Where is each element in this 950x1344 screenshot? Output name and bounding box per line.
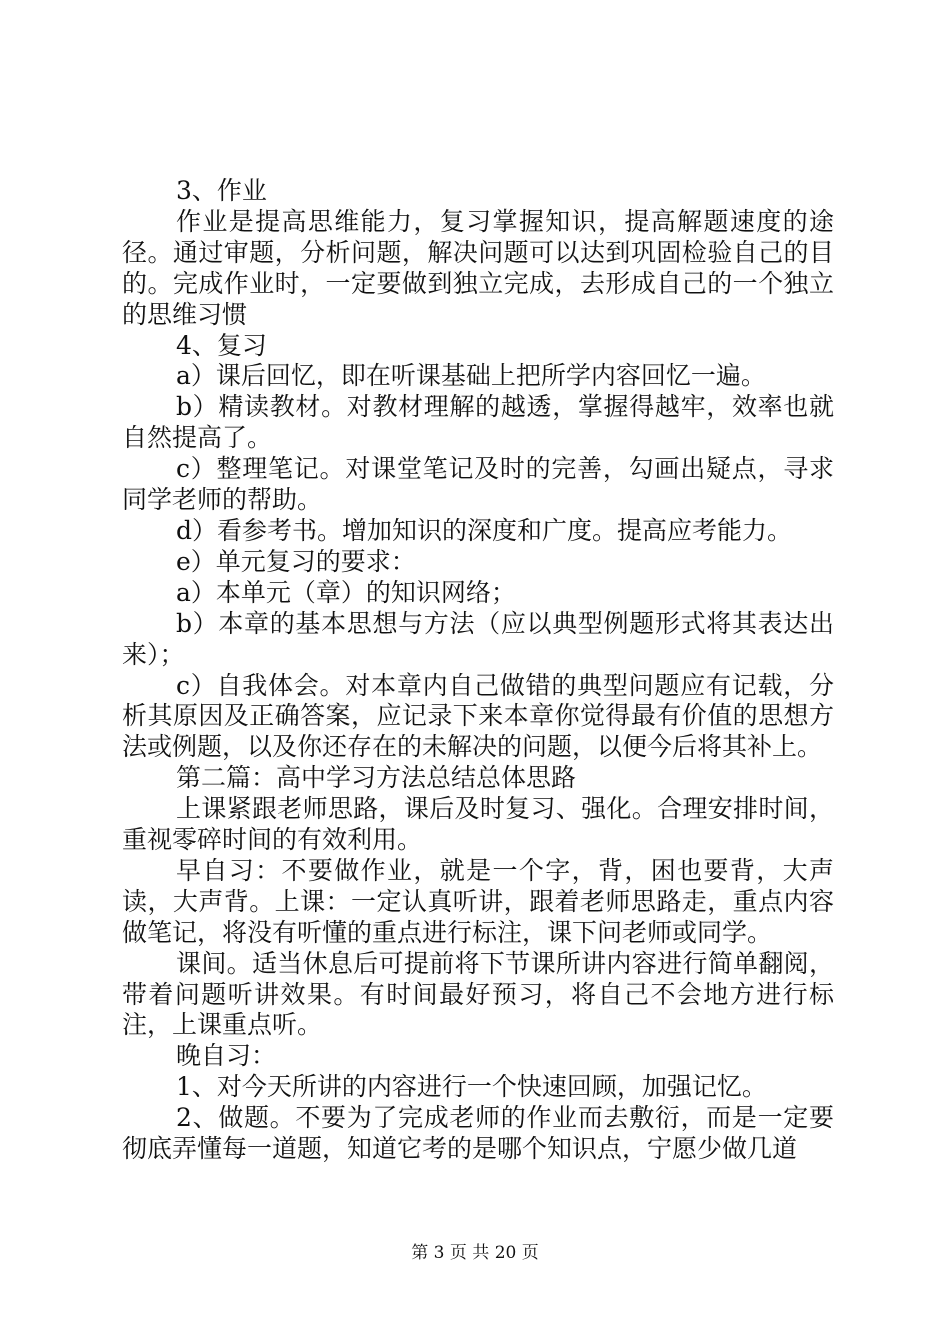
list-item-unit-b: b）本章的基本思想与方法（应以典型例题形式将其表达出来）；: [122, 608, 834, 669]
list-item-review-e: e）单元复习的要求：: [176, 546, 416, 576]
list-item-review-a: a）课后回忆，即在听课基础上把所学内容回忆一遍。: [176, 361, 766, 391]
paragraph-morning-study: 早自习：不要做作业，就是一个字，背，困也要背，大声读，大声背。上课：一定认真听讲，跟着老师思路走，重点内容做笔记，将没有听懂的重点进行标注，课下问老师或同学。: [122, 855, 834, 947]
list-item-unit-c: c）自我体会。对本章内自己做错的典型问题应有记载，分析其原因及正确答案，应记录下来本章你觉得最有价值的思想方法或例题，以及你还存在的未解决的问题，以便今后将其补上。: [122, 670, 834, 762]
page-number-footer: 第 3 页 共 20 页: [411, 1243, 539, 1263]
paragraph-break-time: 课间。适当休息后可提前将下节课所讲内容进行简单翻阅，带着问题听讲效果。有时间最好预习，将自己不会地方进行标注，上课重点听。: [122, 948, 834, 1040]
item-heading-evening-study: 晚自习：: [176, 1041, 277, 1071]
list-item-evening-1: 1、对今天所讲的内容进行一个快速回顾，加强记忆。: [176, 1072, 767, 1102]
item-heading-homework: 3、作业: [176, 176, 267, 205]
list-item-review-c: c）整理笔记。对课堂笔记及时的完善，勾画出疑点，寻求同学老师的帮助。: [122, 454, 834, 515]
list-item-evening-2: 2、做题。不要为了完成老师的作业而去敷衍，而是一定要彻底弄懂每一道题，知道它考的是哪个知识点，宁愿少做几道: [122, 1103, 834, 1164]
section-heading-part-two: 第二篇：高中学习方法总结总体思路: [176, 763, 577, 793]
paragraph-class-follow: 上课紧跟老师思路，课后及时复习、强化。合理安排时间，重视零碎时间的有效利用。: [122, 794, 834, 855]
document-body: [122, 176, 834, 1165]
list-item-unit-a: a）本单元（章）的知识网络；: [176, 577, 516, 607]
paragraph-homework: 作业是提高思维能力，复习掌握知识，提高解题速度的途径。通过审题，分析问题，解决问题可以达到巩固检验自己的目的。完成作业时，一定要做到独立完成，去形成自己的一个独立的思维习惯: [122, 206, 834, 329]
list-item-review-d: d）看参考书。增加知识的深度和广度。提高应考能力。: [176, 515, 793, 545]
list-item-review-b: b）精读教材。对教材理解的越透，掌握得越牢，效率也就自然提高了。: [122, 392, 834, 453]
item-heading-review: 4、复习: [176, 330, 267, 360]
